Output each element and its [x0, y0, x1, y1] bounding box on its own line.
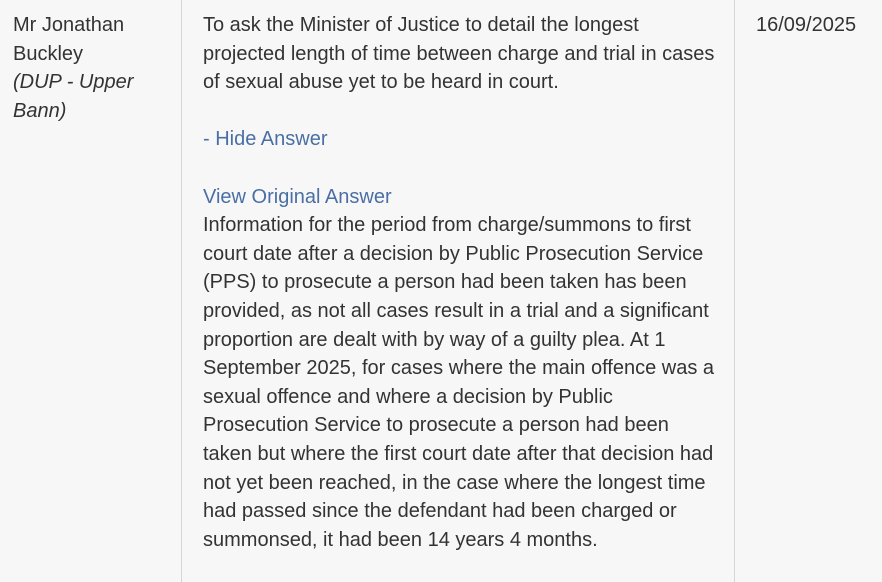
date-cell [735, 0, 882, 582]
hide-answer-link[interactable]: - Hide Answer [203, 128, 328, 151]
member-name: Mr Jonathan Buckley [13, 14, 125, 65]
member-party: (DUP - Upper Bann) [13, 71, 134, 122]
answer-text: Information for the period from charge/summons to first court date after a decision by Public Prosecution Service (PPS) to prosecute a person had been taken has been provided, as not all cases result in a trial and a significant proportion are dealt with by way of a guilty plea. At 1 September 2025, for cases where the main offence was a sexual offence and where a decision by Public Prosecution Service to prosecute a person had been taken but where the first court date after that decision had not yet been reached, in the case where the longest time had passed since the defendant had been charged or summonsed, it had been 14 years 4 months. [203, 214, 715, 551]
member-cell [0, 0, 182, 582]
spacer [203, 97, 716, 126]
question-cell [182, 0, 735, 582]
question-text: To ask the Minister of Justice to detail the longest projected length of time between charge and trial in cases of sexual abuse yet to be heard in court. [203, 14, 715, 94]
spacer [203, 154, 716, 183]
question-date: 16/09/2025 [756, 14, 857, 36]
view-original-answer-link[interactable]: View Original Answer [203, 185, 392, 208]
